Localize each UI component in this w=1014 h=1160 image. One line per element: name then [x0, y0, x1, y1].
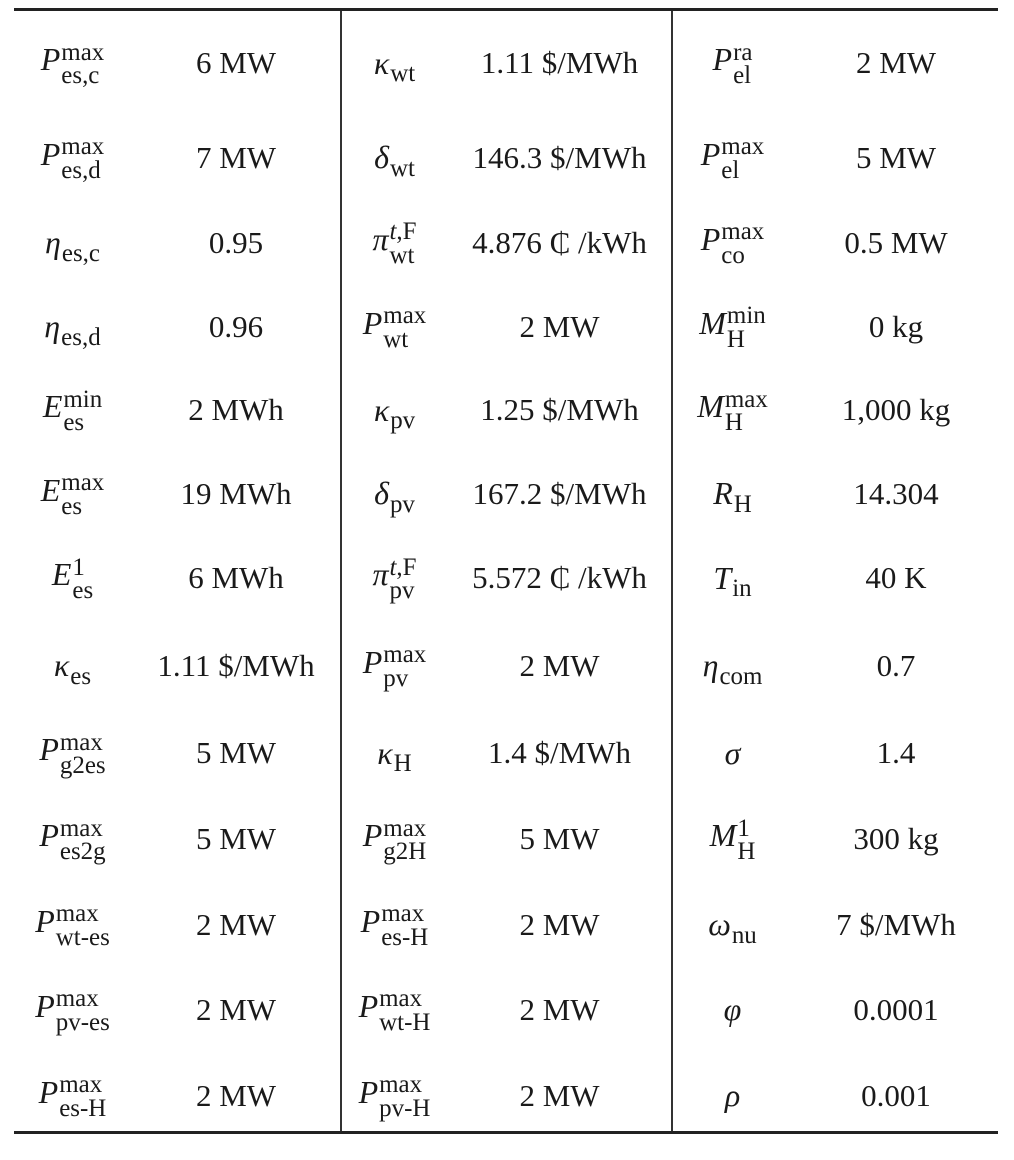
parameter-value: 5 MW: [195, 821, 277, 856]
parameter-symbol: [341, 1052, 448, 1139]
symbol-subscript: com: [719, 662, 763, 690]
symbol-scripts: [61, 135, 104, 182]
symbol-superscript: t,F: [389, 553, 417, 581]
parameter-symbol: [671, 115, 794, 200]
symbol-base: M: [709, 817, 737, 854]
symbol-base: P: [362, 643, 383, 680]
symbol-scripts: [737, 814, 756, 866]
symbol-scripts: [72, 553, 94, 605]
parameter-symbol: [341, 621, 448, 710]
superscript-time-index: t: [389, 218, 397, 246]
table-row: [14, 535, 998, 621]
symbol-subscript: pv-H: [379, 1094, 431, 1122]
symbol-base: P: [35, 902, 55, 939]
symbol-base: φ: [723, 991, 742, 1027]
symbol-subscript: es: [63, 409, 85, 437]
parameter-value: 2 MW: [195, 1077, 277, 1113]
parameter-symbol: [14, 368, 131, 452]
symbol-superscript: max: [59, 1071, 103, 1099]
parameter-value: 2 MW: [519, 991, 600, 1027]
parameter-symbol: [671, 796, 794, 882]
symbol-base: M: [699, 304, 726, 341]
parameter-symbol: [341, 967, 448, 1052]
parameter-value: 19 MWh: [180, 475, 292, 511]
parameter-value: 5 MW: [855, 139, 937, 175]
symbol-base: P: [40, 135, 61, 172]
symbol-superscript: max: [721, 133, 765, 161]
symbol-subscript: pv: [389, 577, 415, 605]
table-row: [14, 200, 998, 285]
parameter-symbol: [341, 200, 448, 285]
symbol-subscript: pv: [389, 490, 415, 518]
parameter-value: 14.304: [853, 475, 939, 511]
parameter-symbol: [341, 115, 448, 200]
parameter-symbol: [341, 285, 448, 368]
parameter-table: [14, 8, 998, 1134]
symbol-scripts: [733, 38, 753, 90]
symbol-base: π: [372, 556, 389, 593]
parameter-value: 0.0001: [853, 991, 939, 1027]
symbol-base: ρ: [724, 1077, 741, 1113]
symbol-subscript: es: [61, 492, 83, 520]
table-row: [14, 796, 998, 882]
symbol-scripts: [724, 385, 768, 437]
symbol-superscript: ra: [733, 38, 753, 66]
parameter-value: 2 MW: [195, 906, 277, 942]
symbol-base: η: [45, 224, 61, 260]
superscript-time-index: t: [389, 553, 397, 581]
column-divider-1: [340, 11, 342, 1131]
symbol-scripts: [383, 643, 426, 690]
symbol-scripts: [379, 987, 430, 1034]
parameter-value: 6 MW: [195, 45, 277, 80]
parameter-value: 1.11 $/MWh: [480, 45, 639, 80]
symbol-subscript: es,d: [61, 323, 101, 351]
symbol-base: κ: [373, 44, 390, 81]
parameter-value: 0.001: [861, 1077, 931, 1113]
parameter-grid: [14, 11, 998, 1139]
parameter-value: 0 kg: [868, 308, 924, 344]
symbol-scripts: [721, 220, 764, 267]
table-row: [14, 452, 998, 535]
table-row: [14, 710, 998, 796]
parameter-value: 0.7: [876, 647, 916, 683]
parameter-symbol: [671, 967, 794, 1052]
symbol-subscript: es,d: [61, 156, 101, 184]
symbol-subscript: H: [724, 409, 743, 437]
parameter-symbol: [14, 882, 131, 967]
parameter-value: 1.4 $/MWh: [488, 735, 631, 770]
symbol-subscript: pv: [383, 664, 409, 692]
symbol-base: η: [702, 647, 719, 683]
parameter-value: 2 MW: [519, 906, 600, 942]
table-row: [14, 1052, 998, 1139]
symbol-base: E: [40, 471, 61, 508]
parameter-symbol: [671, 285, 794, 368]
symbol-base: R: [713, 475, 733, 511]
symbol-scripts: [389, 553, 417, 605]
symbol-base: P: [700, 220, 721, 257]
parameter-symbol: [341, 882, 448, 967]
parameter-value: 2 MWh: [188, 392, 284, 427]
parameter-value: 1.4: [876, 735, 916, 770]
symbol-superscript: min: [726, 302, 766, 330]
symbol-base: E: [51, 556, 72, 593]
symbol-base: κ: [377, 734, 393, 771]
symbol-base: M: [697, 388, 724, 425]
symbol-base: κ: [53, 647, 70, 683]
symbol-superscript: max: [721, 218, 765, 246]
parameter-symbol: [14, 967, 131, 1052]
parameter-value: 0.96: [208, 308, 264, 344]
table-row: [14, 882, 998, 967]
symbol-scripts: [61, 471, 104, 518]
symbol-base: P: [358, 987, 379, 1024]
parameter-symbol: [671, 11, 794, 115]
parameter-symbol: [671, 882, 794, 967]
symbol-subscript: es: [72, 577, 94, 605]
symbol-subscript: wt: [389, 154, 415, 182]
parameter-symbol: [671, 200, 794, 285]
symbol-scripts: [379, 1073, 430, 1120]
symbol-superscript: max: [55, 985, 99, 1013]
symbol-superscript: max: [383, 302, 427, 330]
parameter-symbol: [14, 535, 131, 621]
table-row: [14, 621, 998, 710]
parameter-symbol: [14, 452, 131, 535]
symbol-base: P: [712, 41, 733, 78]
symbol-subscript: co: [721, 241, 745, 269]
parameter-symbol: [14, 796, 131, 882]
symbol-base: η: [44, 308, 61, 344]
parameter-value: 7 MW: [195, 139, 277, 175]
parameter-value: 0.5 MW: [844, 224, 948, 260]
symbol-base: δ: [374, 139, 389, 175]
symbol-base: P: [362, 817, 383, 854]
parameter-value: 6 MWh: [188, 560, 284, 595]
symbol-subscript: H: [726, 325, 745, 353]
symbol-base: κ: [373, 391, 390, 428]
symbol-scripts: [389, 220, 416, 267]
parameter-symbol: [14, 115, 131, 200]
symbol-subscript: H: [737, 838, 756, 866]
parameter-symbol: [341, 11, 448, 115]
parameter-value: 5.572 ₵ /kWh: [472, 560, 647, 595]
symbol-scripts: [381, 902, 428, 949]
symbol-subscript: g2H: [383, 838, 427, 866]
symbol-superscript: 1: [72, 553, 85, 581]
symbol-base: T: [713, 559, 732, 596]
symbol-subscript: es,c: [61, 62, 100, 90]
symbol-base: P: [38, 1073, 59, 1110]
parameter-symbol: [341, 368, 448, 452]
symbol-subscript: wt: [389, 241, 415, 269]
column-divider-2: [671, 11, 673, 1131]
symbol-superscript: max: [383, 641, 427, 669]
parameter-value: 5 MW: [195, 735, 277, 770]
symbol-scripts: [59, 1073, 106, 1120]
symbol-subscript: wt: [383, 325, 409, 353]
symbol-superscript: max: [379, 1071, 423, 1099]
symbol-scripts: [727, 304, 766, 351]
parameter-symbol: [14, 621, 131, 710]
table-row: [14, 11, 998, 115]
symbol-subscript: wt-es: [55, 923, 110, 951]
symbol-base: δ: [374, 475, 389, 511]
symbol-base: P: [35, 987, 55, 1024]
parameter-symbol: [671, 452, 794, 535]
symbol-subscript: H: [393, 750, 412, 778]
parameter-symbol: [671, 710, 794, 796]
symbol-subscript: es-H: [59, 1094, 107, 1122]
parameter-value: 1,000 kg: [841, 392, 951, 427]
parameter-value: 2 MW: [195, 991, 277, 1027]
parameter-value: 1.25 $/MWh: [480, 392, 639, 427]
symbol-base: ω: [708, 906, 731, 942]
parameter-symbol: [671, 535, 794, 621]
symbol-subscript: pv-es: [55, 1008, 110, 1036]
parameter-symbol: [14, 1052, 131, 1139]
parameter-value: 1.11 $/MWh: [157, 647, 315, 683]
symbol-scripts: [56, 902, 110, 949]
symbol-subscript: el: [721, 156, 740, 184]
parameter-symbol: [341, 535, 448, 621]
parameter-value: 0.95: [208, 224, 264, 260]
symbol-scripts: [721, 135, 764, 182]
symbol-subscript: wt-H: [379, 1008, 431, 1036]
symbol-subscript: wt: [390, 60, 416, 88]
symbol-base: P: [39, 817, 59, 854]
symbol-superscript: max: [59, 814, 103, 842]
parameter-value: 7 $/MWh: [836, 906, 956, 942]
parameter-symbol: [671, 621, 794, 710]
symbol-scripts: [56, 987, 110, 1034]
symbol-base: P: [360, 902, 381, 939]
symbol-superscript: max: [55, 900, 99, 928]
parameter-symbol: [14, 11, 131, 115]
symbol-superscript: 1: [737, 814, 750, 842]
table-row: [14, 967, 998, 1052]
symbol-superscript: max: [379, 985, 423, 1013]
symbol-base: P: [358, 1073, 379, 1110]
symbol-superscript: t,F: [389, 218, 417, 246]
symbol-scripts: [383, 304, 426, 351]
parameter-symbol: [671, 368, 794, 452]
symbol-superscript: max: [61, 133, 105, 161]
symbol-subscript: H: [733, 490, 752, 518]
parameter-value: 300 kg: [853, 821, 939, 856]
parameter-value: 40 K: [865, 560, 927, 595]
symbol-subscript: nu: [731, 921, 757, 949]
symbol-scripts: [63, 385, 103, 437]
symbol-superscript: max: [61, 469, 105, 497]
symbol-superscript: max: [61, 38, 105, 66]
symbol-scripts: [59, 728, 106, 780]
symbol-superscript: max: [59, 728, 103, 756]
parameter-symbol: [671, 1052, 794, 1139]
symbol-base: P: [40, 41, 61, 78]
symbol-superscript: max: [383, 814, 427, 842]
parameter-value: 146.3 $/MWh: [472, 139, 647, 175]
symbol-base: σ: [724, 734, 741, 771]
parameter-symbol: [14, 285, 131, 368]
parameter-symbol: [14, 710, 131, 796]
symbol-subscript: es2g: [59, 838, 106, 866]
symbol-base: P: [700, 135, 721, 172]
symbol-subscript: es-H: [381, 923, 429, 951]
symbol-subscript: es: [70, 662, 92, 690]
symbol-subscript: g2es: [59, 752, 106, 780]
symbol-scripts: [59, 814, 106, 866]
symbol-subscript: in: [732, 575, 752, 603]
parameter-symbol: [341, 710, 448, 796]
symbol-superscript: max: [381, 900, 425, 928]
table-row: [14, 285, 998, 368]
symbol-subscript: es,c: [61, 239, 100, 267]
table-row: [14, 115, 998, 200]
table-body: [14, 11, 998, 1139]
parameter-value: 2 MW: [519, 308, 600, 344]
parameter-value: 167.2 $/MWh: [472, 475, 647, 511]
symbol-base: P: [39, 731, 59, 768]
parameter-value: 4.876 ₵ /kWh: [472, 224, 647, 260]
parameter-value: 2 MW: [855, 45, 937, 80]
parameter-value: 2 MW: [519, 1077, 600, 1113]
symbol-scripts: [61, 38, 105, 90]
symbol-subscript: pv: [390, 407, 416, 435]
parameter-symbol: [341, 452, 448, 535]
symbol-base: P: [362, 304, 383, 341]
table-row: [14, 368, 998, 452]
symbol-superscript: min: [63, 385, 103, 413]
symbol-base: π: [372, 220, 389, 257]
parameter-symbol: [341, 796, 448, 882]
symbol-superscript: max: [724, 385, 768, 413]
symbol-base: E: [42, 388, 63, 425]
symbol-scripts: [383, 814, 427, 866]
parameter-symbol: [14, 200, 131, 285]
parameter-value: 2 MW: [519, 647, 600, 683]
parameter-value: 5 MW: [519, 821, 600, 856]
symbol-subscript: el: [733, 62, 752, 90]
